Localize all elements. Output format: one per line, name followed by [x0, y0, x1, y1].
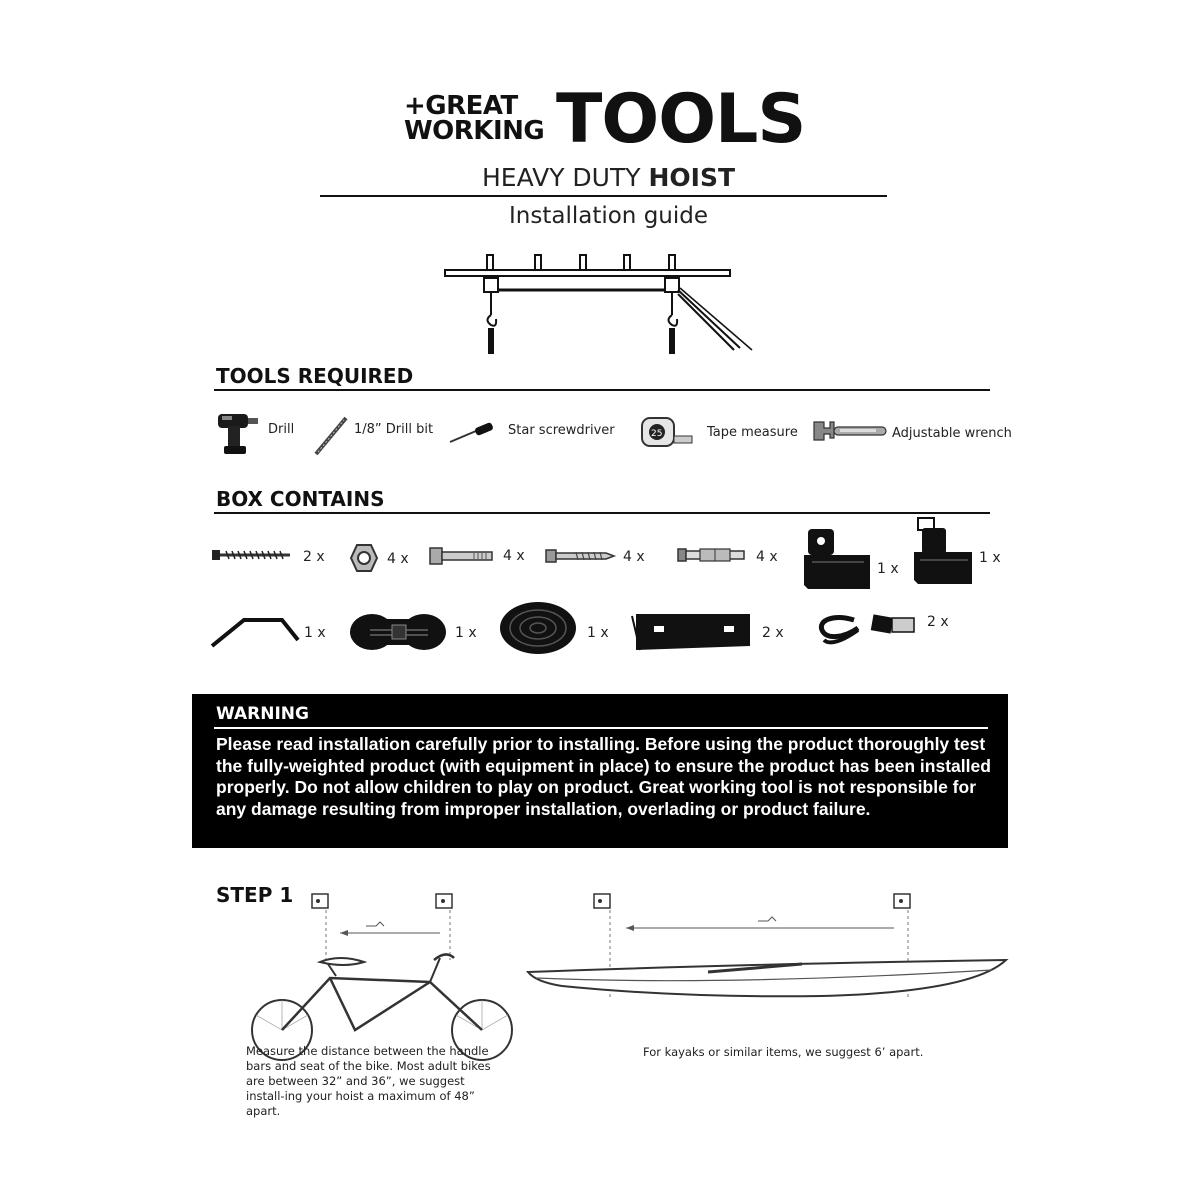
product-title — [482, 163, 735, 192]
qty-strap: 1 x — [455, 625, 477, 641]
qty-wood-screw: 2 x — [303, 549, 325, 565]
product-title-regular: HEAVY DUTY — [482, 163, 649, 192]
tool-label-drill-bit: 1/8” Drill bit — [354, 422, 434, 437]
mounting-rail-icon — [632, 612, 752, 652]
tools-required-heading: TOOLS REQUIRED — [216, 364, 414, 388]
tools-required-divider — [214, 389, 990, 391]
warning-divider — [214, 727, 988, 729]
rope-cleat-icon — [210, 614, 300, 648]
box-contains-heading: BOX CONTAINS — [216, 487, 385, 511]
drill-icon — [214, 408, 262, 456]
tool-label-tape-measure: Tape measure — [707, 425, 798, 440]
kayak-note: For kayaks or similar items, we suggest 6’ apart. — [643, 1045, 924, 1059]
qty-rope-cleat: 1 x — [304, 625, 326, 641]
step1-heading: STEP 1 — [216, 883, 294, 907]
kayak-illustration — [522, 890, 1012, 1010]
anchor-bolt-icon — [678, 546, 750, 564]
logo-plus: + — [404, 91, 426, 121]
svg-text:25: 25 — [651, 429, 663, 439]
rope-coil-icon — [498, 600, 578, 656]
wood-screw-icon — [212, 548, 292, 562]
tool-label-wrench: Adjustable wrench — [892, 426, 1012, 441]
pulley-bracket-icon — [804, 527, 870, 593]
hook-icon — [814, 610, 918, 646]
bolt-icon — [430, 547, 494, 565]
lag-screw-icon — [546, 549, 616, 563]
box-contains-divider — [214, 512, 990, 514]
screwdriver-icon — [448, 422, 496, 444]
qty-lag-screw: 4 x — [623, 549, 645, 565]
drill-bit-icon — [312, 414, 350, 458]
logo-working: WORKING — [404, 116, 545, 146]
hoist-illustration — [440, 250, 770, 360]
strap-icon — [348, 611, 448, 653]
tool-label-screwdriver: Star screwdriver — [508, 423, 615, 438]
tape-measure-icon — [640, 414, 694, 450]
qty-anchor-bolt: 4 x — [756, 549, 778, 565]
bike-illustration — [240, 890, 530, 1035]
warning-box — [192, 694, 1008, 848]
product-title-bold: HOIST — [648, 163, 736, 192]
wrench-icon — [812, 418, 888, 446]
warning-body: Please read installation carefully prior to installing. Before using the product thoroughly test the fully-weighted product (with equipment in place) to ensure the product has been installed properly. Do not allow children to play on product. Great working tool is not responsible for any damage resulting from improper installation, overlading or product failure. — [216, 734, 991, 819]
warning-heading: WARNING — [216, 704, 309, 724]
tool-label-drill: Drill — [268, 422, 295, 437]
bike-note: Measure the distance between the handle bars and seat of the bike. Most adult bikes are between 32” and 36”, we suggest install-ing your hoist a maximum of 48” apart. — [246, 1044, 491, 1118]
hex-nut-icon — [350, 544, 378, 572]
qty-hook: 2 x — [927, 614, 949, 630]
qty-hex-nut: 4 x — [387, 551, 409, 567]
title-divider — [320, 195, 887, 197]
qty-rope-coil: 1 x — [587, 625, 609, 641]
qty-pulley-bracket: 1 x — [877, 561, 899, 577]
qty-bolt: 4 x — [503, 548, 525, 564]
locking-bracket-icon — [912, 518, 974, 588]
logo-tools: TOOLS — [556, 80, 806, 159]
page-subtitle: Installation guide — [509, 203, 709, 229]
qty-locking-bracket: 1 x — [979, 550, 1001, 566]
logo-great: GREAT — [425, 91, 518, 121]
qty-mounting-rail: 2 x — [762, 625, 784, 641]
